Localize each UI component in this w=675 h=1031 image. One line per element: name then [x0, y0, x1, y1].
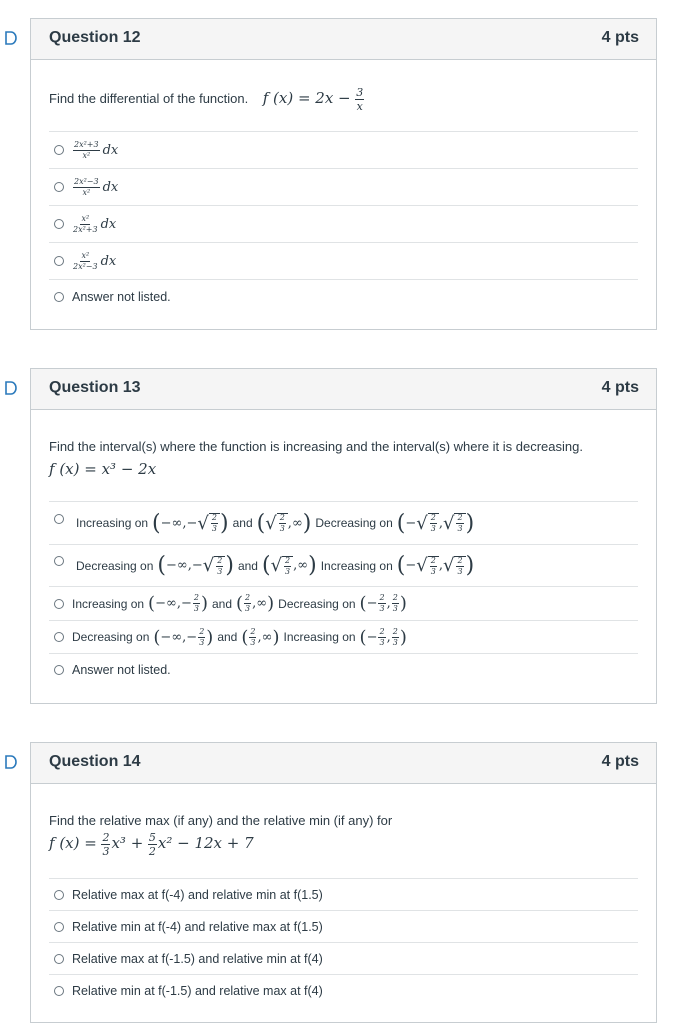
- answer-label: Answer not listed.: [72, 663, 171, 677]
- answer-fraction: $\frac{\text{x²}}{\text{2x²−3}}$: [73, 250, 98, 271]
- answer-label: Relative max at f(-4) and relative min at f(1.5): [72, 887, 323, 902]
- question-12-header: [31, 19, 656, 60]
- answer-label: Relative min at f(-4) and relative max at f(1.5): [72, 919, 323, 934]
- radio-button[interactable]: [54, 292, 64, 302]
- question-prompt: [49, 436, 638, 480]
- radio-button[interactable]: [54, 890, 64, 900]
- function-expression: f (x) = 2x −: [262, 89, 351, 107]
- question-13-card: [30, 368, 657, 704]
- function-expression: f (x) = $\frac{2}{3}$ x³ + $\frac{5}{2}$ x² − 12x + 7: [49, 831, 254, 859]
- prompt-text: Find the differential of the function.: [49, 91, 249, 106]
- answer-fraction: $\frac{\text{2x²+3}}{\text{x²}}$: [74, 139, 99, 160]
- flag-icon[interactable]: [5, 381, 17, 395]
- question-14-header: [31, 743, 656, 784]
- radio-button[interactable]: [54, 922, 64, 932]
- answer-option[interactable]: [49, 653, 638, 686]
- question-14-card: [30, 742, 657, 1023]
- radio-button[interactable]: [54, 954, 64, 964]
- radio-button[interactable]: [54, 219, 64, 229]
- answer-option[interactable]: [49, 910, 638, 942]
- question-title: Question 13: [49, 379, 141, 396]
- answer-option[interactable]: Decreasing on ( −∞ , − $\frac{2}{3}$ ) and ( $\frac{2}{3}$ , ∞ ) Increasing on ( − $\frac{2}{3}$ , $\frac{2}{3}$ ): [49, 620, 638, 653]
- answer-option[interactable]: $\frac{\text{x²}}{\text{2x²+3}}$ dx: [49, 205, 638, 242]
- answer-list: [49, 131, 638, 313]
- function-expression: f (x) = x³ − 2x: [49, 460, 157, 478]
- radio-button[interactable]: [54, 514, 64, 524]
- answer-option[interactable]: [49, 878, 638, 910]
- answer-list: [49, 501, 638, 686]
- answer-option[interactable]: [49, 942, 638, 974]
- radio-button[interactable]: [54, 599, 64, 609]
- question-12-card: [30, 18, 657, 330]
- question-13-header: [31, 369, 656, 410]
- answer-option[interactable]: Increasing on ( −∞ , − $\frac{2}{3}$ ) and ( $\frac{2}{3}$ , ∞ ) Decreasing on ( − $\frac{2}{3}$ , $\frac{2}{3}$ ): [49, 586, 638, 620]
- radio-button[interactable]: [54, 256, 64, 266]
- radio-button[interactable]: [54, 986, 64, 996]
- answer-label: Relative min at f(-1.5) and relative max at f(4): [72, 983, 323, 998]
- question-title: Question 12: [49, 29, 141, 46]
- flag-icon[interactable]: [5, 755, 17, 769]
- question-points: 4 pts: [601, 29, 639, 46]
- answer-option[interactable]: Decreasing on ( −∞ , − √ $\frac{2}{3}$ ) and ( √ $\frac{2}{3}$ , ∞ ) Increasing on ( − √ $\frac{2}{3}$ , √ $\frac{2}{3}$ ): [49, 544, 638, 586]
- answer-list: [49, 878, 638, 1006]
- answer-option[interactable]: Increasing on ( −∞ , − √ $\frac{2}{3}$ ) and ( √ $\frac{2}{3}$ , ∞ ) Decreasing on ( − √ $\frac{2}{3}$ , √ $\frac{2}{3}$ ): [49, 501, 638, 544]
- answer-fraction: $\frac{\text{x²}}{\text{2x²+3}}$: [73, 213, 98, 234]
- answer-option[interactable]: $\frac{\text{x²}}{\text{2x²−3}}$ dx: [49, 242, 638, 279]
- question-prompt: [49, 810, 638, 857]
- radio-button[interactable]: [54, 632, 64, 642]
- prompt-text: Find the relative max (if any) and the relative min (if any) for: [49, 813, 393, 828]
- radio-button[interactable]: [54, 556, 64, 566]
- question-prompt: [49, 87, 365, 112]
- radio-button[interactable]: [54, 182, 64, 192]
- answer-label: Answer not listed.: [72, 289, 171, 304]
- answer-label: Relative max at f(-1.5) and relative min at f(4): [72, 951, 323, 966]
- answer-option[interactable]: [49, 279, 638, 313]
- radio-button[interactable]: [54, 145, 64, 155]
- answer-option[interactable]: $\frac{\text{2x²+3}}{\text{x²}}$ dx: [49, 131, 638, 168]
- answer-option[interactable]: [49, 974, 638, 1006]
- question-title: Question 14: [49, 753, 141, 770]
- radio-button[interactable]: [54, 665, 64, 675]
- prompt-text: Find the interval(s) where the function is increasing and the interval(s) where it is decreasing.: [49, 439, 583, 454]
- question-points: 4 pts: [601, 753, 639, 770]
- function-fraction: $\frac{3}{x}$: [356, 86, 364, 114]
- question-points: 4 pts: [601, 379, 639, 396]
- answer-option[interactable]: $\frac{\text{2x²−3}}{\text{x²}}$ dx: [49, 168, 638, 205]
- flag-icon[interactable]: [5, 31, 17, 45]
- answer-fraction: $\frac{\text{2x²−3}}{\text{x²}}$: [74, 176, 99, 197]
